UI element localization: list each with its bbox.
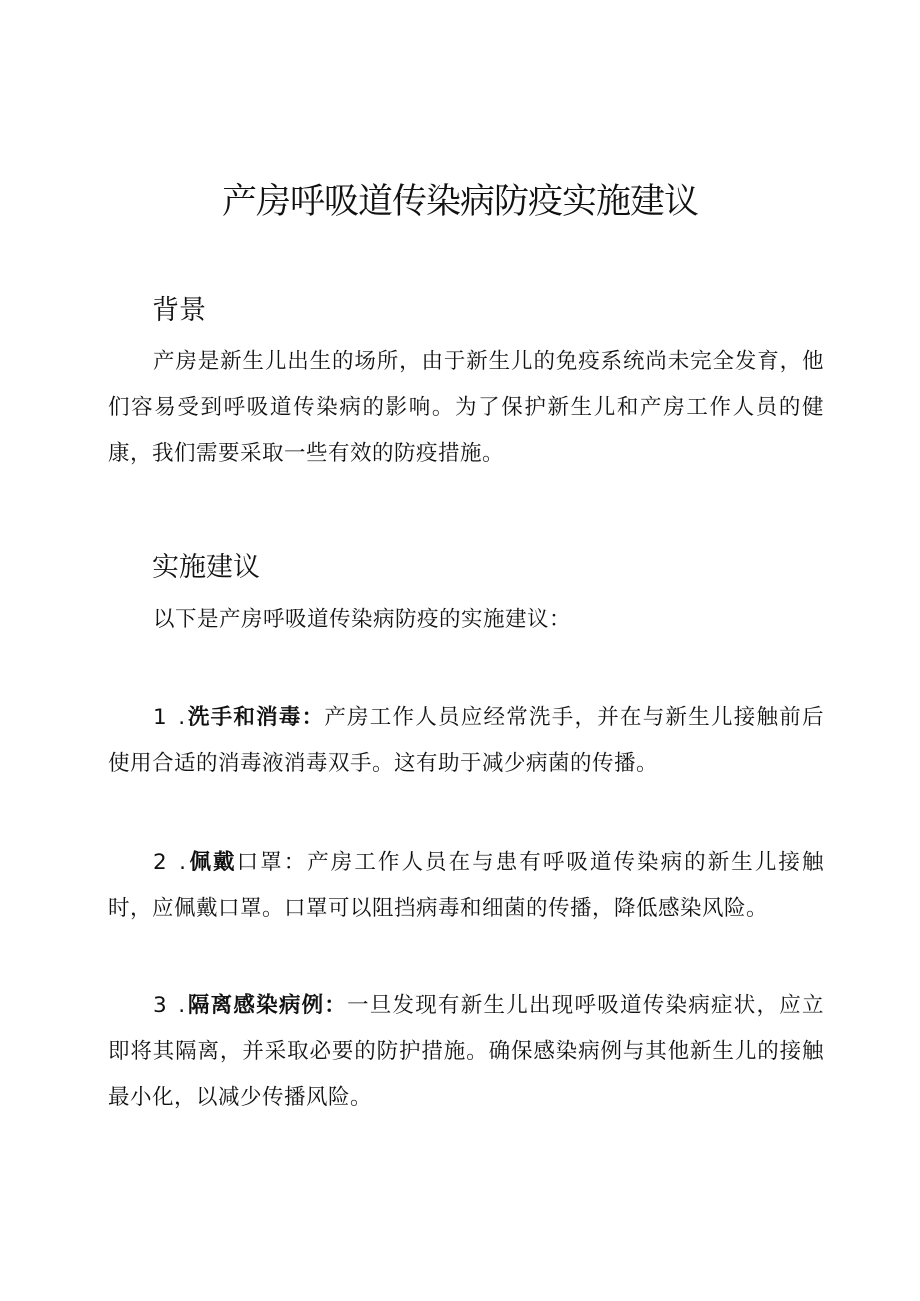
recommendations-heading: 实施建议 [152, 552, 260, 583]
item-label: 口罩： [236, 850, 308, 875]
item-text: 产房工作人员在与患有呼吸道传染病的新生儿接触时，应佩戴口罩。口罩可以阻挡病毒和细菌的传播，降低感染风险。 [108, 850, 824, 921]
item-text: 产房工作人员应经常洗手，并在与新生儿接触前后使用合适的消毒液消毒双手。这有助于减少病菌的传播。 [108, 705, 824, 776]
recommendation-item-1 [108, 695, 824, 787]
background-paragraph: 产房是新生儿出生的场所，由于新生儿的免疫系统尚未完全发育，他们容易受到呼吸道传染病的影响。为了保护新生儿和产房工作人员的健康，我们需要采取一些有效的防疫措施。 [108, 349, 824, 466]
document-title: 产房呼吸道传染病防疫实施建议 [221, 182, 698, 222]
item-number: 2 . [153, 850, 188, 875]
item-number: 3 . [153, 993, 188, 1018]
recommendation-item-2 [108, 840, 824, 932]
recommendation-item-3 [108, 983, 824, 1121]
item-bold-label: 佩戴 [187, 850, 237, 875]
item-bold-label: 洗手和消毒： [187, 705, 325, 730]
item-text: 一旦发现有新生儿出现呼吸道传染病症状，应立即将其隔离，并采取必要的防护措施。确保感染病例与其他新生儿的接触最小化，以减少传播风险。 [108, 993, 824, 1110]
item-number: 1 . [153, 705, 188, 730]
recommendations-intro: 以下是产房呼吸道传染病防疫的实施建议： [153, 607, 572, 632]
background-heading: 背景 [152, 295, 206, 326]
item-bold-label: 隔离感染病例： [187, 993, 348, 1018]
